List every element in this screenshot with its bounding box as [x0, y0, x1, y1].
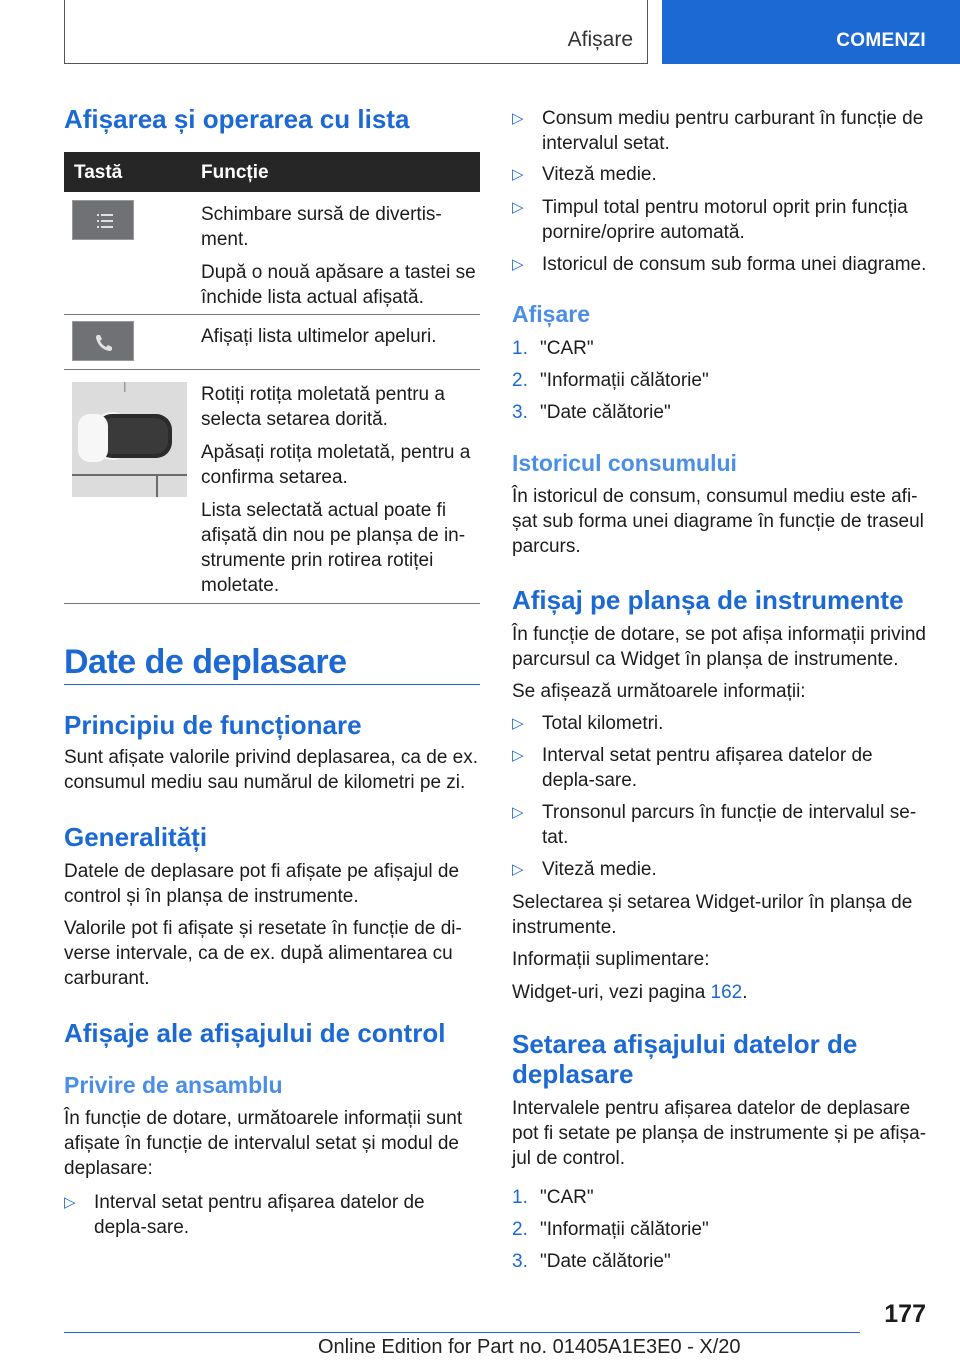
- paragraph-plansa-1: În funcție de dotare, se pot afișa informații privind parcursul ca Widget în planșa de instrumente.: [512, 624, 927, 670]
- paragraph-istoric: În istoricul de consum, consumul mediu este afi-șat sub forma unei diagrame în funcție de traseul parcurs.: [512, 486, 924, 557]
- heading-afisare: Afișare: [512, 301, 590, 327]
- heading-setarea: Setarea afișajului datelor de deplasare: [512, 1029, 858, 1089]
- paragraph-plansa-2: Se afișează următoarele informații:: [512, 681, 806, 702]
- bullet-triangle-icon: ▷: [512, 715, 524, 732]
- header-section-tab: [64, 0, 648, 64]
- heading-afisaje: Afișaje ale afișajului de control: [64, 1018, 446, 1048]
- paragraph-info: Informații suplimentare:: [512, 949, 710, 970]
- table-cell-text: Schimbare sursă de divertis-ment.: [201, 204, 442, 250]
- table-cell-text: Afișați lista ultimelor apeluri.: [201, 326, 437, 347]
- heading-istoric: Istoricul consumului: [512, 450, 737, 476]
- paragraph-privire: În funcție de dotare, următoarele informații sunt afișate în funcție de intervalul setat și modul de deplasare:: [64, 1108, 463, 1179]
- table-divider: [64, 314, 480, 315]
- paragraph-general-2: Valorile pot fi afișate și resetate în funcție de di-verse intervale, ca de ex. după alimentarea cu carburant.: [64, 918, 462, 989]
- table-header: [64, 152, 480, 192]
- knurled-wheel-image: [72, 382, 187, 497]
- phone-icon: [72, 321, 134, 361]
- footer-rule: [64, 1332, 860, 1333]
- table-cell-text: Rotiți rotița moletată pentru a selecta setarea dorită.: [201, 384, 445, 430]
- table-divider: [64, 369, 480, 370]
- bullet-triangle-icon: ▷: [512, 804, 524, 821]
- table-col-key: Tastă: [74, 162, 123, 183]
- bullet-triangle-icon: ▷: [512, 861, 524, 878]
- table-divider: [64, 603, 480, 604]
- bullet-triangle-icon: ▷: [512, 199, 524, 216]
- header-chapter-label: COMENZI: [836, 30, 926, 51]
- table-cell-text: Lista selectată actual poate fi afișată din nou pe planșa de in-strumente prin rotirea rotiței moletate.: [201, 500, 466, 596]
- table-row: [201, 324, 477, 357]
- bullet-triangle-icon: ▷: [512, 256, 524, 273]
- heading-principiu: Principiu de funcționare: [64, 710, 362, 740]
- table-cell-text: După o nouă apăsare a tastei se închide lista actual afișată.: [201, 262, 476, 308]
- footer-edition: Online Edition for Part no. 01405A1E3E0 - X/20: [318, 1336, 741, 1358]
- paragraph-setarea: Intervalele pentru afișarea datelor de deplasare pot fi setate pe planșa de instrumente și pe afișa-jul de control.: [512, 1098, 927, 1169]
- chapter-title-rule: [64, 684, 480, 685]
- table-col-func: Funcție: [201, 162, 269, 183]
- table-cell-text: Apăsați rotița moletată, pentru a confirma setarea.: [201, 442, 471, 488]
- heading-list: Afișarea și operarea cu lista: [64, 104, 410, 134]
- bullet-triangle-icon: ▷: [512, 747, 524, 764]
- paragraph-widget-ref: Widget-uri, vezi pagina 162.: [512, 982, 748, 1003]
- bullet-triangle-icon: ▷: [64, 1194, 76, 1211]
- header-section-label: Afișare: [567, 28, 633, 51]
- table-row: [201, 382, 477, 606]
- paragraph-principiu: Sunt afișate valorile privind deplasarea, ca de ex. consumul mediu sau numărul de kilometri pe zi.: [64, 747, 479, 793]
- page-number: 177: [884, 1300, 926, 1328]
- heading-privire: Privire de ansamblu: [64, 1072, 283, 1098]
- table-row: [201, 202, 477, 318]
- header-chapter-tab[interactable]: [662, 0, 960, 64]
- heading-generalitati: Generalități: [64, 822, 208, 852]
- chapter-title: Date de deplasare: [64, 643, 347, 681]
- paragraph-general-1: Datele de deplasare pot fi afișate pe afișajul de control și în planșa de instrumente.: [64, 861, 460, 907]
- bullet-triangle-icon: ▷: [512, 110, 524, 127]
- list-icon: [72, 200, 134, 240]
- paragraph-select: Selectarea și setarea Widget-urilor în planșa de instrumente.: [512, 892, 913, 938]
- page-link-162[interactable]: 162: [710, 982, 743, 1003]
- bullet-triangle-icon: ▷: [512, 166, 524, 183]
- heading-plansa: Afișaj pe planșa de instrumente: [512, 585, 904, 615]
